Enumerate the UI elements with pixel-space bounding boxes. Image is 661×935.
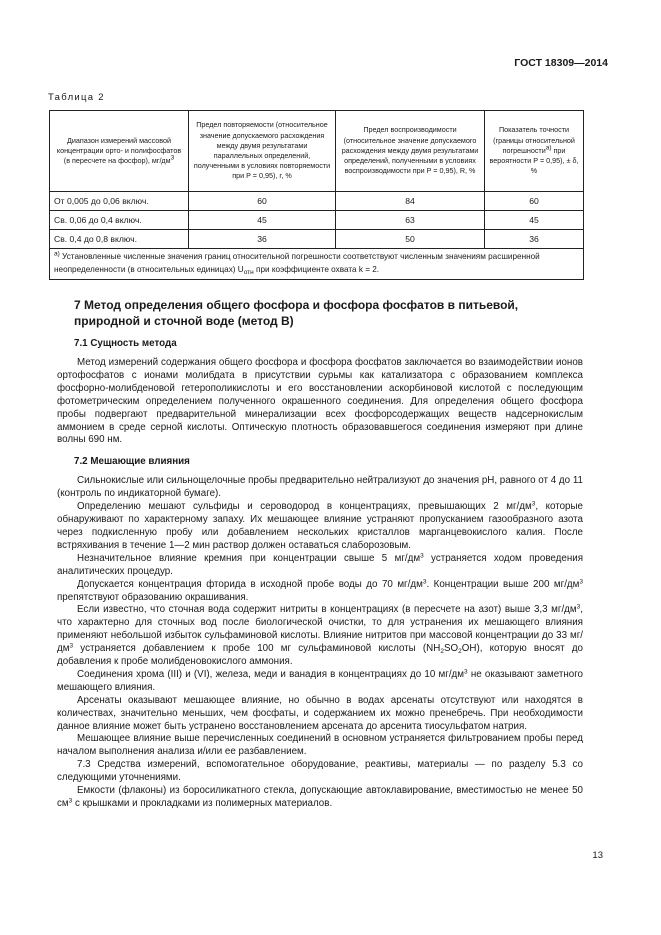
page-number: 13 [592,850,603,861]
paragraph: Арсенаты оказывают мешающее влияние, но обычно в водах арсенаты отсутствуют или находятся в количествах, значительно меньших, чем фосфаты, и содержанием их можно пренебречь. При необходимости данное влияние может быть устранено восстановлением арсената до арсенита тиосульфатом натрия. [57,694,583,732]
paragraph-method: Метод измерений содержания общего фосфора и фосфора фосфатов заключается во взаимодействии ионов ортофосфатов с ионами молибдата в присутствии сурьмы как катализатора с образованием комплекса фосфорно-молибденовой гетерополикислоты и его восстановлении аскорбиновой кислотой с последующим фотометрическим определением полученного окрашенного соединения. Для определения общего фосфора пробы подвергают предварительной минерализации всех фосфорсодержащих веществ надсернокислым аммонием в среде серной кислоты. Оптическую плотность образовавшегося соединения измеряют при длине волны 690 нм. [57,357,583,446]
paragraph: Определению мешают сульфиды и сероводород в концентрациях, превышающих 2 $мг/дм^3$, которые обнаруживают по характерному запаху. Их мешающее влияние устраняют пропусканием газообразного азота через подкисленную пробу или добавлением нескольких кристаллов марганцевокислого калия. После встряхивания в течение 1—2 мин раствор должен оставаться слаборозовым. [57,500,583,551]
paragraph: Мешающее влияние выше перечисленных соединений в основном устраняется фильтрованием пробы перед началом выполнения анализа и/или ее разбавлением. [57,733,583,758]
table-row: Св. 0,06 до 0,4 включ. 45 63 45 [50,211,584,230]
section-7 [57,297,583,811]
section-title: 7 Метод определения общего фосфора и фосфора фосфатов в питьевой, природной и сточной воде (метод В) [74,298,519,328]
table-row: Св. 0,4 до 0,8 включ. 36 50 36 [50,230,584,249]
subsection-title-7-2: 7.2 Мешающие влияния [74,456,190,468]
table-footnote: $^{а)}$ Установленные численные значения границ относительной погрешности соответствуют численным значениям расширенной неопределенности (в относительных единицах) $U_{отн}$ при коэффициенте охвата k = 2. [50,249,584,280]
precision-table [49,110,584,280]
table-footnote-row [50,249,584,280]
paragraph: Сильнокислые или сильнощелочные пробы предварительно нейтрализуют до значения рН, равного от 4 до 11 (контроль по индикаторной бумаге). [57,475,583,500]
header-range: Диапазон измерений массовой концентрации орто- и полифосфатов (в пересчете на фосфор), $мг/дм^3$ [50,111,189,192]
paragraph: Допускается концентрация фторида в исходной пробе воды до 70 $мг/дм^3$. Концентрации выше 200 $мг/дм^3$ препятствуют образованию окрашивания. [57,578,583,603]
table-header-row [50,111,584,192]
paragraph: Незначительное влияние кремния при концентрации свыше 5 $мг/дм^3$ устраняется ходом проведения аналитических процедур. [57,552,584,577]
header-reproducibility: Предел воспроизводимости (относительное значение допускаемого расхождения между двумя результатами определений, полученными в условиях воспроизводимости при P = 0,95), R, % [336,111,485,192]
table-row: От 0,005 до 0,06 включ. 60 84 60 [50,192,584,211]
paragraph: Емкости (флаконы) из боросиликатного стекла, допускающие автоклавирование, вместимостью не менее 50 $см^3$ с крышками и прокладками из полимерных материалов. [57,785,583,809]
standard-number: ГОСТ 18309—2014 [514,57,608,69]
subsection-title-7-1: 7.1 Сущность метода [74,338,177,349]
paragraph: 7.3 Средства измерений, вспомогательное оборудование, реактивы, материалы — по разделу 5.3 со следующими уточнениями. [57,759,583,784]
table-caption: Таблица 2 [48,92,105,103]
header-repeatability: Предел повторяемости (относительное значение допускаемого расхождения между двумя результатами параллельных определений, полученными в условиях повторяемости при P = 0,95), r, % [189,111,336,192]
paragraph: Соединения хрома (III) и (VI), железа, меди и ванадия в концентрациях до 10 $мг/дм^3$ не оказывают заметного мешающего влияния. [57,668,583,693]
header-accuracy: Показатель точности (границы относительной погрешности$^{а)}$ при вероятности P = 0,95), ± δ, % [485,111,584,192]
paragraph: Если известно, что сточная вода содержит нитриты в концентрациях (в пересчете на азот) выше 3,3 $мг/дм^3$, что характерно для сточных вод после биологической очистки, то для устранения их мешающего влияния применяют небольшой избыток сульфаминовой кислоты. Влияние нитритов при массовой концентрации до 33 $мг/дм^3$ устраняется добавлением к пробе 100 мг сульфаминовой кислоты $(NH_2SO_2OH)$, которую вносят до добавления к пробе молибденовокислого аммония. [57,603,583,668]
